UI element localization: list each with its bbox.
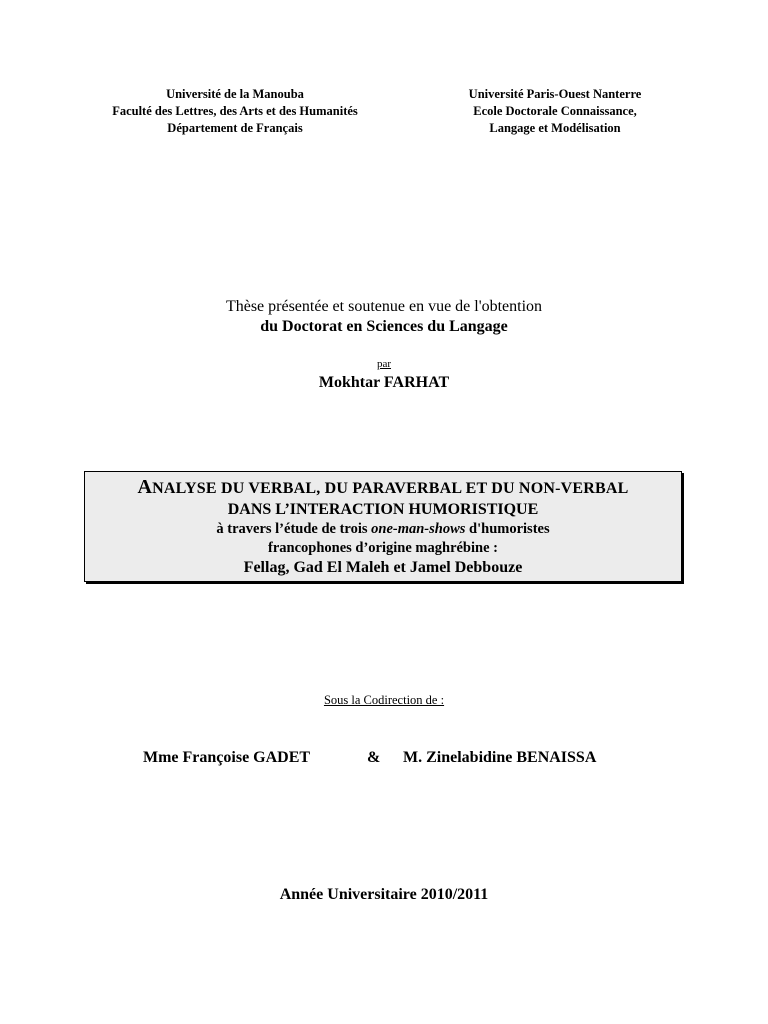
academic-year: Année Universitaire 2010/2011 <box>279 886 489 903</box>
by-label: par <box>376 358 392 370</box>
right-doctoral-school: Ecole Doctorale Connaissance, <box>473 104 637 118</box>
supervisor-separator: & <box>367 749 381 766</box>
left-institution-block <box>60 86 410 137</box>
thesis-intro: Thèse présentée et soutenue en vue de l'obtention <box>225 298 543 315</box>
left-department-name: Département de Français <box>167 121 303 135</box>
title-line-4: francophones d’origine maghrébine : <box>268 540 498 556</box>
title-line-3 <box>85 520 681 539</box>
title-line-5: Fellag, Gad El Maleh et Jamel Debbouze <box>243 559 523 576</box>
title-line-3-a: à travers l’étude de trois <box>216 521 372 537</box>
codirection-label: Sous la Codirection de : <box>323 693 445 707</box>
title-line-3-b: d'humoristes <box>465 521 550 537</box>
title-line-1 <box>85 476 681 500</box>
left-faculty-name: Faculté des Lettres, des Arts et des Humanités <box>112 104 358 118</box>
title-line-1-rest: NALYSE DU VERBAL, DU PARAVERBAL ET DU NON-VERBAL <box>152 480 629 497</box>
left-university-name: Université de la Manouba <box>166 87 304 101</box>
title-line-3-italic: one-man-shows <box>371 521 466 537</box>
title-initial-cap: A <box>137 476 153 498</box>
right-university-name: Université Paris-Ouest Nanterre <box>468 87 642 101</box>
right-institution-block <box>410 86 700 137</box>
supervisor-1: Mme Françoise GADET <box>143 749 311 766</box>
supervisor-2: M. Zinelabidine BENAISSA <box>403 749 597 766</box>
thesis-degree: du Doctorat en Sciences du Langage <box>260 318 508 335</box>
title-line-2: DANS L’INTERACTION HUMORISTIQUE <box>227 501 539 518</box>
author-name: Mokhtar FARHAT <box>318 374 450 391</box>
right-doctoral-school-cont: Langage et Modélisation <box>489 121 621 135</box>
supervisors-line <box>143 748 596 768</box>
thesis-title-box <box>84 471 682 582</box>
